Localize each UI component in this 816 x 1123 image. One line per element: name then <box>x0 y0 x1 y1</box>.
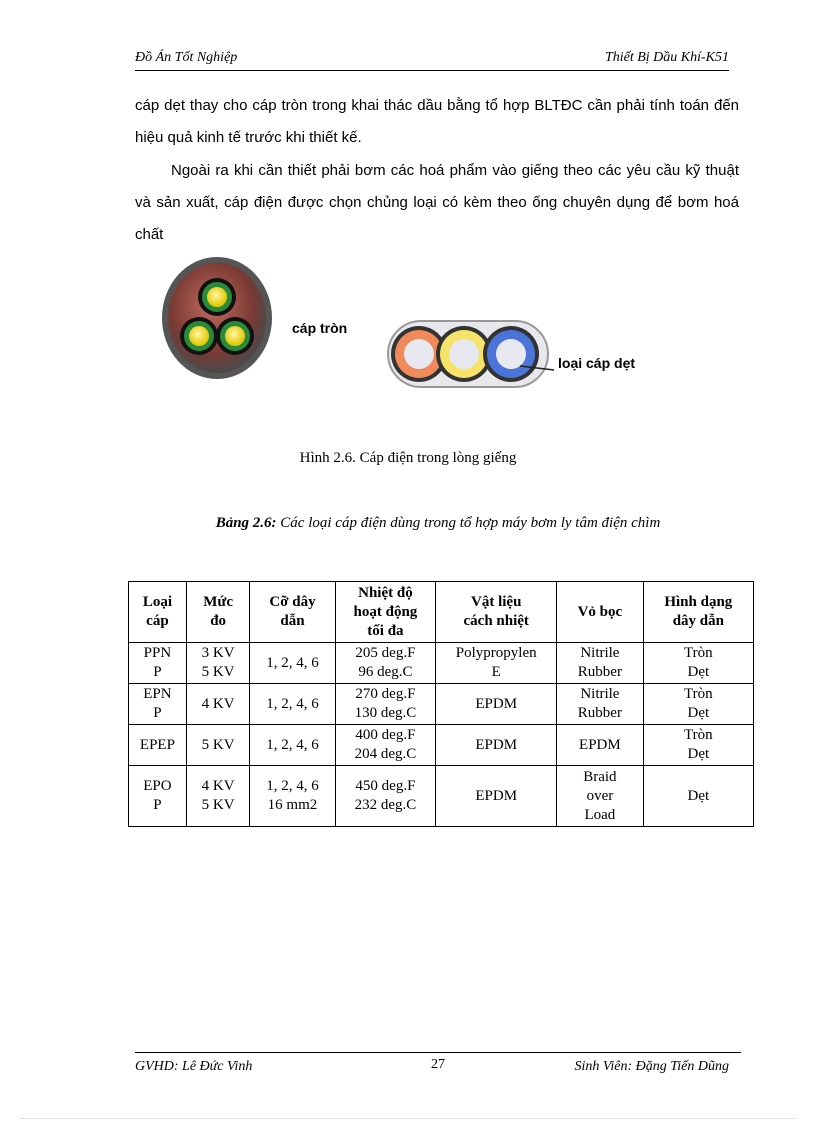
cell-text: P <box>153 797 162 813</box>
paragraph-2: Ngoài ra khi cần thiết phải bơm các hoá phẩm vào giếng theo các yêu cầu kỹ thuật và sản xuất, cáp điện được chọn chủng loại có kèm theo ống chuyên dụng để bơm hoá chất <box>135 162 739 243</box>
table-cell <box>250 725 335 766</box>
cell-text: Braid <box>583 768 617 785</box>
footer-student: Sinh Viên: Đặng Tiến Dũng <box>574 1059 729 1074</box>
table-row <box>129 643 754 684</box>
table-cell <box>129 766 187 827</box>
header-text: cáp <box>146 613 169 629</box>
flat-cable-label: loại cáp dẹt <box>558 355 636 371</box>
header-text: Nhiệt độ <box>358 584 413 601</box>
page-footer <box>135 1052 741 1074</box>
cell-text: 400 deg.F <box>355 727 416 743</box>
cell-text: 1, 2, 4, 6 <box>266 695 319 712</box>
figure-caption: Hình 2.6. Cáp điện trong lòng giếng <box>299 450 517 466</box>
table-cell <box>129 643 187 684</box>
header-text: dây dẫn <box>672 613 724 629</box>
cell-text: 205 deg.F <box>355 645 416 661</box>
table-cell <box>643 684 753 725</box>
table-cell <box>186 643 250 684</box>
table-cell <box>643 643 753 684</box>
table-cell <box>129 684 187 725</box>
table-row <box>129 766 754 827</box>
table-cell <box>335 643 436 684</box>
cell-text: 4 KV <box>201 778 235 794</box>
cable-figure <box>160 256 730 426</box>
cell-text: Tròn <box>684 727 713 743</box>
table-cell <box>335 766 436 827</box>
header-text: Vỏ bọc <box>577 603 623 620</box>
cell-text: Rubber <box>577 705 622 721</box>
table-cell <box>436 766 557 827</box>
table-cell <box>186 725 250 766</box>
cell-text: 4 KV <box>201 695 235 712</box>
flat-cable-icon <box>388 321 554 387</box>
cell-text: P <box>153 705 162 721</box>
table-cell <box>186 766 250 827</box>
table-header-cell <box>436 582 557 643</box>
cell-text: Dẹt <box>687 787 710 804</box>
cell-text: 204 deg.C <box>354 746 417 762</box>
header-text: hoạt động <box>353 603 418 620</box>
cell-text: Dẹt <box>687 746 710 762</box>
round-cable-label: cáp tròn <box>292 320 348 336</box>
header-left: Đồ Án Tốt Nghiệp <box>135 50 238 65</box>
cell-text: EPDM <box>475 695 518 712</box>
cell-text: 1, 2, 4, 6 <box>266 654 319 671</box>
header-right: Thiết Bị Dầu Khí-K51 <box>604 50 729 65</box>
header-text: Hình dạng <box>664 594 733 610</box>
cell-text: 450 deg.F <box>355 778 416 794</box>
cell-text: Load <box>584 806 616 823</box>
cell-text: 96 deg.C <box>358 664 413 680</box>
cell-text: P <box>153 664 162 680</box>
table-cell <box>557 643 644 684</box>
table-cell <box>335 725 436 766</box>
footer-advisor: GVHD: Lê Đức Vinh <box>135 1059 253 1074</box>
table-cell <box>186 684 250 725</box>
cell-text: Dẹt <box>687 705 710 721</box>
table-cell <box>557 766 644 827</box>
table-row <box>129 684 754 725</box>
table-title-text: Các loại cáp điện dùng trong tổ hợp máy bơm ly tâm điện chìm <box>276 515 661 531</box>
header-text: tối đa <box>367 622 404 639</box>
table-cell <box>335 684 436 725</box>
table-row <box>129 725 754 766</box>
header-text: Mức <box>203 594 234 610</box>
table-cell <box>436 643 557 684</box>
cell-text: EPDM <box>579 736 621 753</box>
header-text: Loại <box>142 594 173 610</box>
cell-text: 5 KV <box>201 736 235 753</box>
cell-text: EPEP <box>139 736 175 753</box>
cell-text: 5 KV <box>201 797 235 813</box>
bottom-dotted-divider <box>20 1118 796 1119</box>
table-header-cell <box>129 582 187 643</box>
page-number: 27 <box>431 1057 445 1072</box>
cable-illustration <box>160 256 730 426</box>
table-cell <box>129 725 187 766</box>
table-cell <box>250 643 335 684</box>
cell-text: E <box>491 664 501 680</box>
cell-text: EPN <box>143 686 172 702</box>
page-header <box>135 50 729 71</box>
header-text: Cỡ dây <box>269 594 316 610</box>
header-text: Vật liệu <box>471 594 522 610</box>
table-cell <box>250 684 335 725</box>
table-cell <box>643 725 753 766</box>
cell-text: 1, 2, 4, 6 <box>266 736 319 753</box>
table-cell <box>557 725 644 766</box>
cell-text: Tròn <box>684 645 713 661</box>
table-cell <box>643 766 753 827</box>
table-header-row <box>129 582 754 643</box>
header-text: dẫn <box>280 613 305 629</box>
header-text: cách nhiệt <box>463 613 529 629</box>
cell-text: Nitrile <box>580 686 620 702</box>
cell-text: Rubber <box>577 664 622 680</box>
cell-text: PPN <box>143 645 172 661</box>
cable-table <box>128 581 754 827</box>
cell-text: EPDM <box>475 787 518 804</box>
table-title-number: Bảng 2.6: <box>215 515 277 531</box>
cell-text: over <box>586 787 614 804</box>
cell-text: EPDM <box>475 736 518 753</box>
cell-text: Polypropylen <box>455 645 537 661</box>
table-header-cell <box>557 582 644 643</box>
table-title <box>0 515 816 532</box>
cell-text: Tròn <box>684 686 713 702</box>
paragraph-1: cáp dẹt thay cho cáp tròn trong khai thác dầu bằng tổ hợp BLTĐC cần phải tính toán đến hiệu quả kinh tế trước khi thiết kế. <box>135 97 739 146</box>
cell-text: 270 deg.F <box>355 686 416 702</box>
cell-text: 16 mm2 <box>267 797 318 813</box>
table-cell <box>436 684 557 725</box>
cell-text: 232 deg.C <box>354 797 417 813</box>
cell-text: 5 KV <box>201 664 235 680</box>
table-header-cell <box>250 582 335 643</box>
table-header-cell <box>335 582 436 643</box>
table-body <box>129 643 754 827</box>
cell-text: Dẹt <box>687 664 710 680</box>
cell-text: EPO <box>143 778 172 794</box>
cell-text: 130 deg.C <box>354 705 417 721</box>
table-cell <box>436 725 557 766</box>
table-header-cell <box>186 582 250 643</box>
cell-text: Nitrile <box>580 645 620 661</box>
cell-text: 1, 2, 4, 6 <box>266 778 319 794</box>
header-text: đo <box>210 613 227 629</box>
table-cell <box>250 766 335 827</box>
table-cell <box>557 684 644 725</box>
cell-text: 3 KV <box>201 645 235 661</box>
table-header-cell <box>643 582 753 643</box>
round-cable-icon <box>162 257 272 379</box>
